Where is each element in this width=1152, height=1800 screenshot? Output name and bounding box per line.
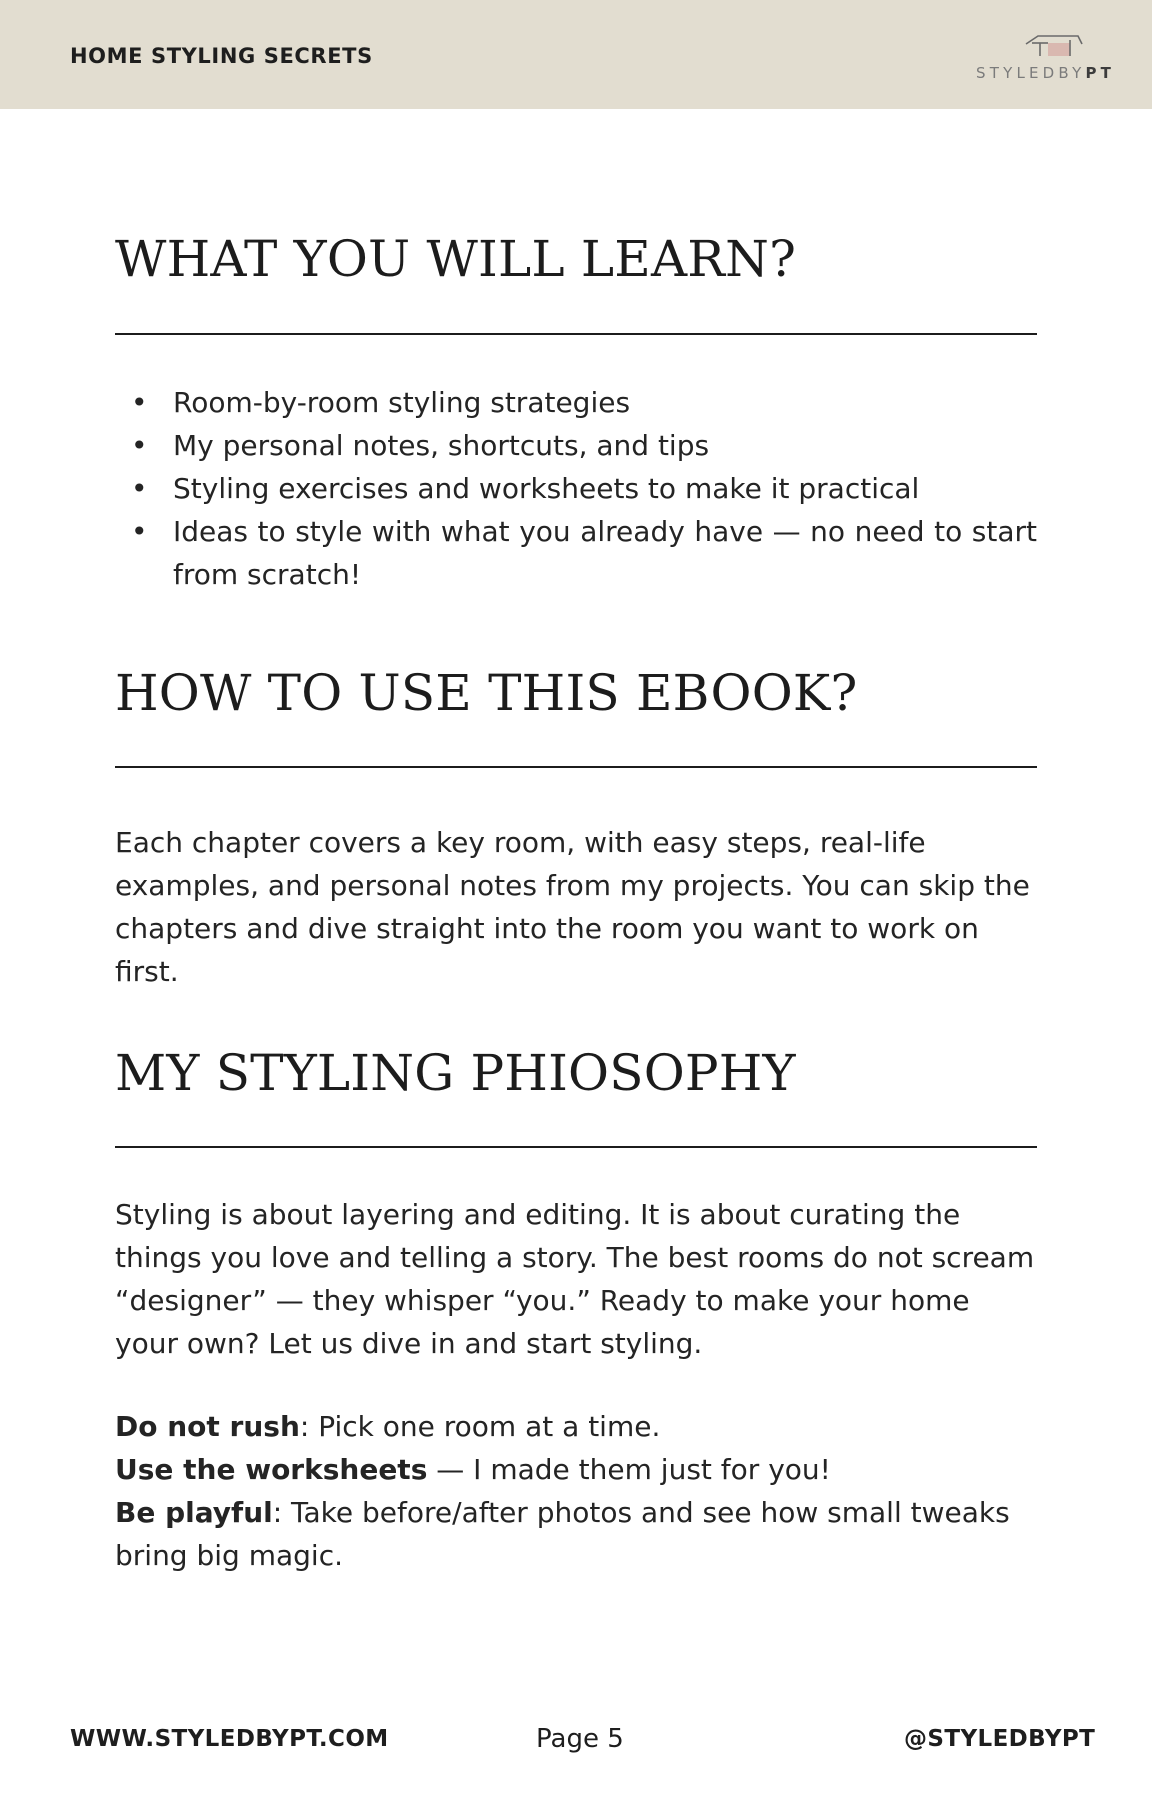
list-item: [115, 381, 1037, 424]
tip-label: Do not rush: [115, 1410, 300, 1443]
header-title: HOME STYLING SECRETS: [70, 44, 373, 68]
logo-wordmark: [976, 64, 1115, 82]
tip-text: : Pick one room at a time.: [299, 1410, 661, 1443]
footer-website-link[interactable]: WWW.STYLEDBYPT.COM: [70, 1726, 389, 1752]
bullet-dot: •: [131, 515, 148, 548]
list-item-text: My personal notes, shortcuts, and tips: [173, 429, 710, 462]
brand-logo: [968, 34, 1138, 84]
section-heading-philosophy: MY STYLING PHIOSOPHY: [115, 1044, 796, 1102]
list-item-text: Styling exercises and worksheets to make it practical: [173, 472, 920, 505]
section-divider: [115, 766, 1037, 768]
section-heading-learn: WHAT YOU WILL LEARN?: [115, 230, 797, 288]
section-divider: [115, 333, 1037, 335]
list-item: [115, 467, 1037, 510]
house-roof-icon: [1024, 34, 1084, 58]
logo-wordmark-bold: PT: [1085, 64, 1116, 82]
list-item-text: Room-by-room styling strategies: [173, 386, 631, 419]
tip-line: [115, 1448, 1037, 1491]
tip-label: Be playful: [115, 1496, 273, 1529]
footer-social-handle[interactable]: @STYLEDBYPT: [904, 1726, 1096, 1752]
tip-line: [115, 1491, 1037, 1577]
bullet-dot: •: [131, 386, 148, 419]
page-header: [0, 0, 1152, 109]
tip-line: [115, 1405, 1037, 1448]
list-item-text: Ideas to style with what you already have — no need to start from scratch!: [173, 515, 1037, 591]
section-divider: [115, 1146, 1037, 1148]
tips-block: [115, 1405, 1037, 1577]
list-item: [115, 424, 1037, 467]
list-item: [115, 510, 1037, 596]
how-to-use-paragraph: Each chapter covers a key room, with easy steps, real-life examples, and personal notes from my projects. You can skip the chapters and dive straight into the room you want to work on first.: [115, 826, 1030, 988]
bullet-dot: •: [131, 472, 148, 505]
section-heading-how-to-use: HOW TO USE THIS EBOOK?: [115, 664, 858, 722]
tip-text: — I made them just for you!: [427, 1453, 831, 1486]
logo-wordmark-light: STYLEDBY: [976, 64, 1086, 82]
learn-list: [115, 381, 1037, 596]
bullet-dot: •: [131, 429, 148, 462]
tip-text: : Take before/after photos and see how small tweaks bring big magic.: [115, 1496, 1010, 1572]
philosophy-paragraph: Styling is about layering and editing. It is about curating the things you love and telling a story. The best rooms do not scream “designer” — they whisper “you.” Ready to make your home your own? Let us dive in and start styling.: [115, 1198, 1035, 1360]
page-number: Page 5: [536, 1724, 624, 1754]
tip-label: Use the worksheets: [115, 1453, 428, 1486]
